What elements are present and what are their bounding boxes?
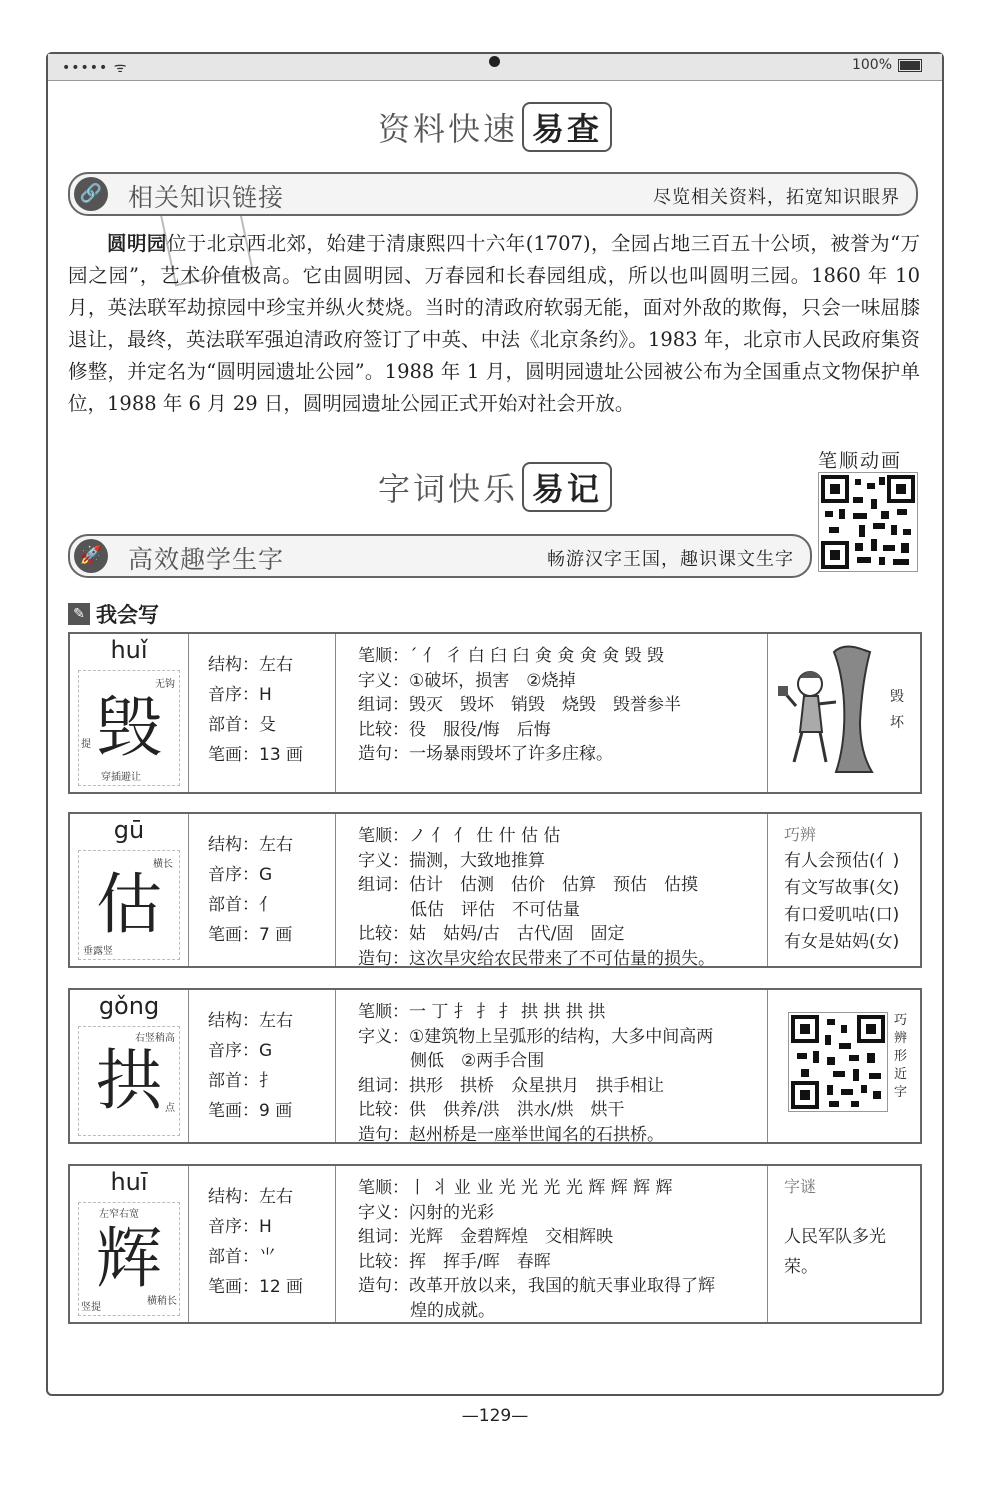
illustration-box [770,634,920,792]
compare: 比较：役 服役/悔 后悔 [358,719,551,740]
section-title-text: 字词快乐 [377,470,518,508]
stroke-note: 点 [165,1103,175,1114]
side-line: 有女是姑妈(女) [784,932,900,952]
phonetic-order: 音序：H [208,685,272,705]
stroke-count: 笔画：7 画 [208,925,293,945]
battery-indicator [852,57,922,73]
character-box [70,814,189,966]
meaning: 字义：闪射的光彩 [358,1202,494,1223]
structure: 结构：左右 [208,1011,293,1031]
word-examples-continued: 低估 评估 不可估量 [410,899,580,920]
compare: 比较：挥 挥手/晖 春晖 [358,1251,551,1272]
big-character: 毁 [96,689,162,766]
big-character: 拱 [96,1042,162,1119]
character-details [338,1166,768,1322]
structure: 结构：左右 [208,835,293,855]
word-examples: 组词：拱形 拱桥 众星拱月 拱手相让 [358,1075,664,1096]
tian-grid [78,1202,180,1316]
stroke-note: 左窄右宽 [99,1209,139,1220]
pinyin: huī [110,1168,148,1196]
character-info [190,814,336,966]
qr-label-stroke-animation: 笔顺动画 [818,450,903,472]
page-number: —129— [461,1406,529,1426]
meaning: 字义：①破坏，损害 ②烧掉 [358,670,576,691]
stroke-note: 竖提 [81,1302,101,1313]
banner-title: 高效趣学生字 [128,545,285,574]
rocket-icon: 🚀 [74,539,108,573]
qr-code-stroke-animation[interactable] [818,472,918,572]
character-card-gu1 [68,812,922,968]
compare: 比较：姑 姑妈/古 古代/固 固定 [358,924,625,944]
section-title-text: 资料快速 [377,110,518,148]
radical: 部首：⺌ [208,1247,276,1267]
word-examples: 组词：毁灭 毁坏 销毁 烧毁 毁誉参半 [358,695,681,715]
phonetic-order: 音序：H [208,1217,272,1237]
big-character: 估 [96,866,162,943]
structure: 结构：左右 [208,655,293,675]
camera-notch [477,54,513,68]
character-details [338,990,768,1145]
riddle-box [770,1166,920,1322]
pinyin: huǐ [110,636,148,664]
battery-percent: 100% [851,57,892,73]
phonetic-order: 音序：G [208,1041,273,1061]
radical: 部首：扌 [208,1071,276,1091]
status-bar [48,54,942,81]
example-sentence-continued: 煌的成就。 [410,1300,495,1321]
i-can-write-heading [68,599,159,629]
radical: 部首：殳 [208,715,276,735]
character-card-hui3 [68,632,922,794]
character-details [338,814,768,969]
stroke-note: 提 [81,739,91,750]
paragraph-text: 位于北京西北郊，始建于清康熙四十六年(1707)，全园占地三百五十公顷，被誉为“万园之园”，艺术价值极高。它由圆明园、万春园和长春园组成，所以也叫圆明三园。1860 年 10 月，英法联军劫掠园中珍宝并纵火焚烧。当时的清政府软弱无能，面对外敌的欺侮，只会一味屈膝退让，最终，英法联军强迫清政府签订了中英、中法《北京条约》。1983 年，北京市人民政府集资修整，并定名为“圆明园遗址公园”。1988 年 1 月，圆明园遗址公园被公布为全国重点文物保护单位，1988 年 6 月 29 日，圆明园遗址公园正式开始对社会开放。 [68,232,920,415]
section-title-reference [48,102,942,152]
word-examples: 组词：估计 估测 估价 估算 预估 估摸 [358,875,698,895]
distinguish-box [770,814,920,966]
qr-side-box [770,990,920,1142]
tablet-frame [46,52,944,1426]
side-title: 字谜 [784,1177,817,1196]
side-line: 有人会预估(亻) [784,851,900,871]
meaning: 字义：①建筑物上呈弧形的结构，大多中间高两 [358,1026,714,1047]
phonetic-order: 音序：G [208,865,273,885]
character-details [338,634,768,792]
tian-grid [78,850,180,960]
tian-grid [78,670,180,786]
section-title-words [48,462,942,512]
meaning: 字义：揣测，大致地推算 [358,850,545,871]
banner-subtitle: 畅游汉字王国，趣识课文生字 [547,549,794,570]
stroke-order: 笔顺：ノ 亻 亻 仕 什 估 估 [358,826,561,846]
example-sentence: 造句：这次旱灾给农民带来了不可估量的损失。 [358,948,715,969]
stroke-order: 笔顺：丨 丬 业 业 光 光 光 光 辉 辉 辉 辉 [358,1178,673,1198]
stroke-count: 笔画：13 画 [208,745,304,765]
stroke-note: 垂露竖 [83,946,113,957]
side-line: 有口爱叽咕(口) [784,905,900,925]
signal-wifi-icon: ••••• ᯤ [62,60,128,76]
woxie-label: 我会写 [96,603,159,627]
side-line: 有文写故事(攵) [784,878,900,898]
meaning-continued: 侧低 ②两手合围 [410,1051,545,1071]
stroke-count: 笔画：9 画 [208,1101,293,1121]
stroke-note: 穿插避让 [101,772,141,783]
side-line: 人民军队多光 [784,1227,886,1247]
pinyin: gǒng [98,992,160,1020]
banner-title: 相关知识链接 [128,183,285,212]
character-card-hui1 [68,1164,922,1324]
banner-subtitle: 尽览相关资料，拓宽知识眼界 [653,187,900,208]
link-icon: 🔗 [74,177,108,211]
stroke-count: 笔画：12 画 [208,1277,304,1297]
character-card-gong3 [68,988,922,1144]
qr-code-similar-chars[interactable] [788,1012,888,1112]
side-lines [784,848,899,956]
paragraph-lead: 圆明园 [107,232,167,255]
pencil-icon: ✎ [68,603,90,625]
character-box [70,990,189,1142]
illustration-caption: 毁坏 [890,689,904,731]
character-box [70,634,189,792]
yuanmingyuan-paragraph [68,228,920,420]
big-character: 辉 [96,1220,162,1297]
cartoon-illustration [774,642,884,782]
example-sentence: 造句：赵州桥是一座举世闻名的石拱桥。 [358,1124,664,1145]
qr-caption: 巧辨形近字 [894,1013,908,1100]
tian-grid [78,1026,180,1136]
character-box [70,1166,189,1322]
example-sentence: 造句：一场暴雨毁坏了许多庄稼。 [358,744,613,764]
side-title: 巧辨 [784,825,817,844]
stroke-note: 右竖稍高 [135,1033,175,1044]
banner-learn-characters [68,534,812,578]
stroke-order: 笔顺：一 丁 扌 扌 扌 拱 拱 拱 拱 [358,1002,606,1022]
character-info [190,1166,336,1322]
structure: 结构：左右 [208,1187,293,1207]
section-title-emphasis: 易记 [522,462,612,512]
character-info [190,990,336,1142]
radical: 部首：亻 [208,895,276,915]
compare: 比较：供 供养/洪 洪水/烘 烘干 [358,1100,625,1120]
word-examples: 组词：光辉 金碧辉煌 交相辉映 [358,1227,613,1247]
stroke-note: 无钩 [155,679,175,690]
section-title-emphasis: 易查 [522,102,612,152]
stroke-note: 横长 [153,859,173,870]
pinyin: gū [113,816,145,844]
stroke-note: 横稍长 [147,1296,177,1307]
example-sentence: 造句：改革开放以来，我国的航天事业取得了辉 [358,1276,715,1296]
character-info [190,634,336,792]
banner-knowledge-link [68,172,918,216]
battery-icon [898,59,922,72]
stroke-order: 笔顺：ˊ 亻 彳 白 臼 臼 㑒 㑒 㑒 㑒 毁 毁 [358,646,664,666]
side-line: 荣。 [784,1257,818,1277]
side-lines [784,1222,886,1282]
